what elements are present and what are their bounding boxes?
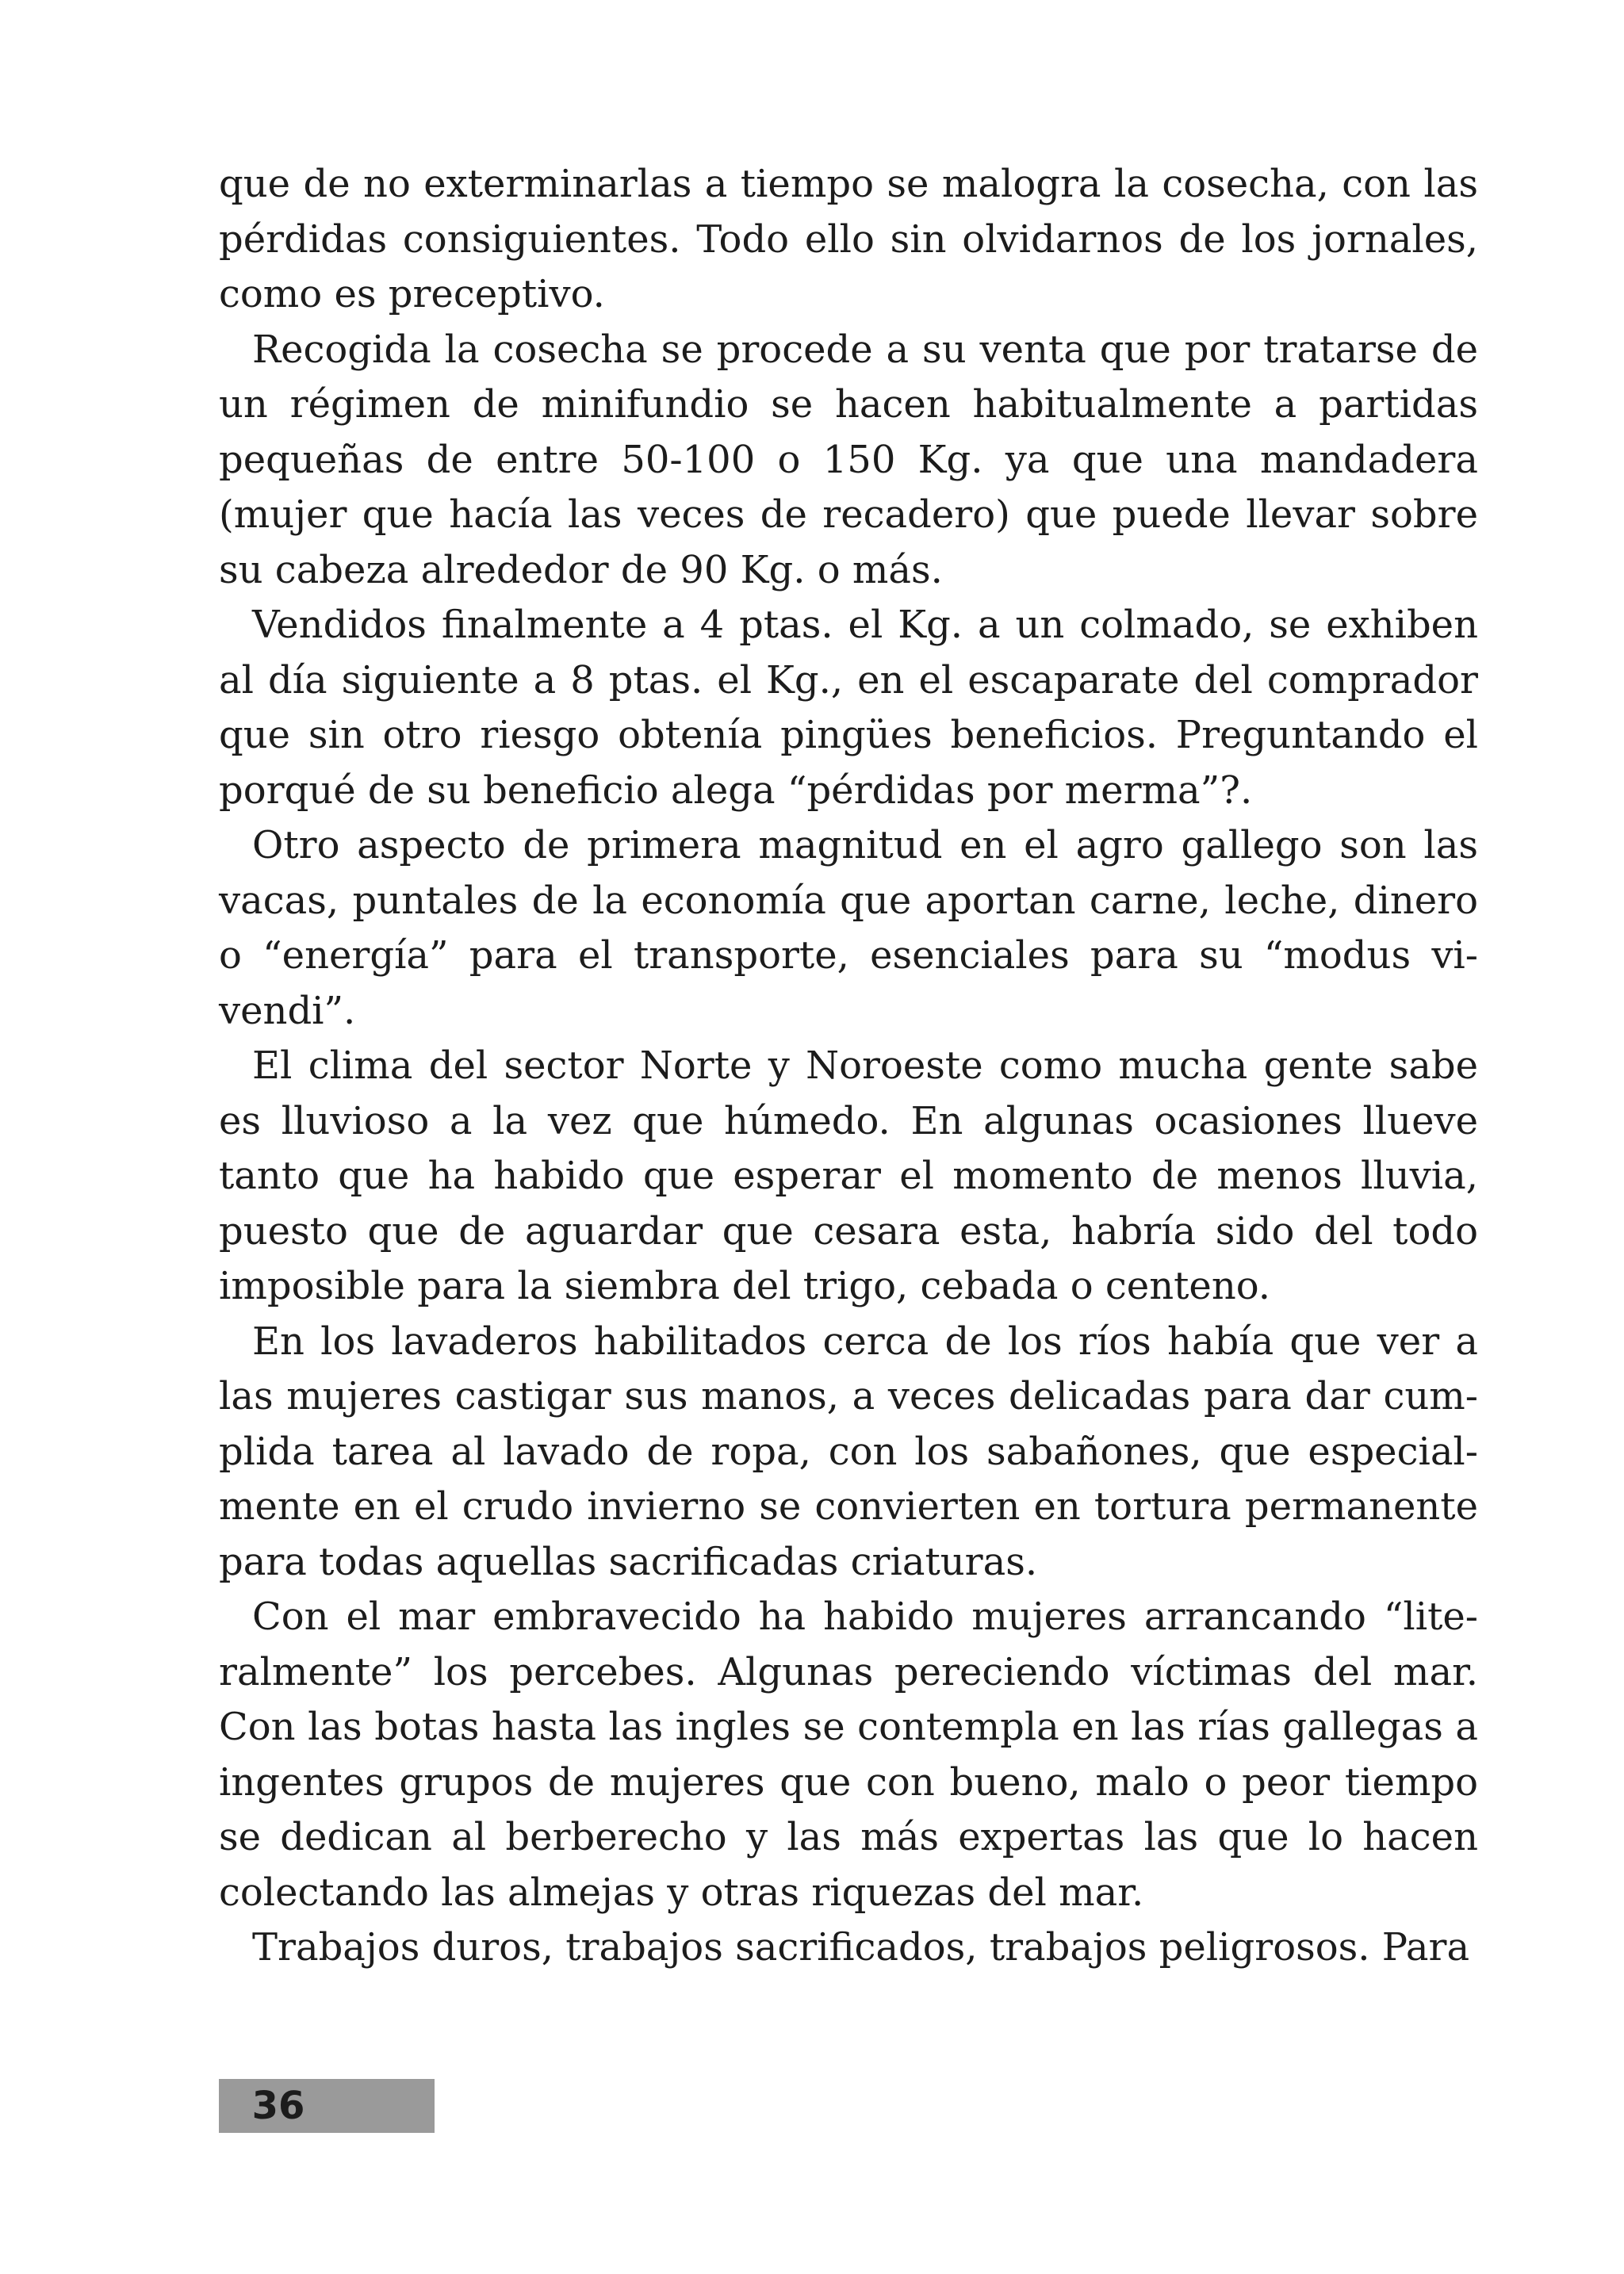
- page-number: 36: [251, 2084, 305, 2128]
- paragraph-2: Recogida la cosecha se procede a su venta que por tratarse de un régimen de minifundio se hacen habitualmente a partidas pequeñas de entre 50-100 o 150 Kg. ya que una mandadera (mujer que hacía las veces de recadero) que puede llevar sobre su cabeza alrededor de 90 Kg. o más.: [219, 327, 1478, 592]
- page-number-tab: [219, 2079, 435, 2133]
- paragraph-8: Trabajos duros, trabajos sacrificados, trabajos peligrosos. Para: [252, 1925, 1470, 1970]
- body-text: [219, 157, 1478, 1976]
- paragraph-3: Vendidos finalmente a 4 ptas. el Kg. a un colmado, se exhiben al día siguiente a 8 ptas. el Kg., en el escaparate del comprador que sin otro riesgo obtenía pingües beneficios. Preguntando el porqué de su beneficio alega “pérdidas por merma”?.: [219, 603, 1478, 813]
- paragraph-5: El clima del sector Norte y Noroeste como mucha gente sabe es lluvioso a la vez que húmedo. En algunas ocasiones llueve tanto que ha habido que esperar el momento de menos lluvia, puesto que de aguardar que cesara esta, habría sido del todo imposible para la siembra del trigo, cebada o centeno.: [219, 1043, 1478, 1308]
- paragraph-7: Con el mar embravecido ha habido mujeres arrancando “literalmente” los percebes. Algunas pereciendo víctimas del mar. Con las botas hasta las ingles se contempla en las rías gallegas a ingentes grupos de mujeres que con bueno, malo o peor tiempo se dedican al berberecho y las más expertas las que lo hacen colectando las almejas y otras riquezas del mar.: [219, 1594, 1478, 1915]
- paragraph-6: En los lavaderos habilitados cerca de los ríos había que ver a las mujeres castigar sus manos, a veces delicadas para dar cumplida tarea al lavado de ropa, con los sabañones, que especialmente en el crudo invierno se convierten en tortura permanente para todas aquellas sacrificadas criaturas.: [219, 1319, 1478, 1584]
- paragraph-1: que de no exterminarlas a tiempo se malogra la cosecha, con las pérdidas consiguientes. Todo ello sin olvidarnos de los jornales, como es preceptivo.: [219, 162, 1478, 316]
- paragraph-4: Otro aspecto de primera magnitud en el agro gallego son las vacas, puntales de la economía que aportan carne, leche, dinero o “energía” para el transporte, esenciales para su “modus vivendi”.: [219, 823, 1478, 1033]
